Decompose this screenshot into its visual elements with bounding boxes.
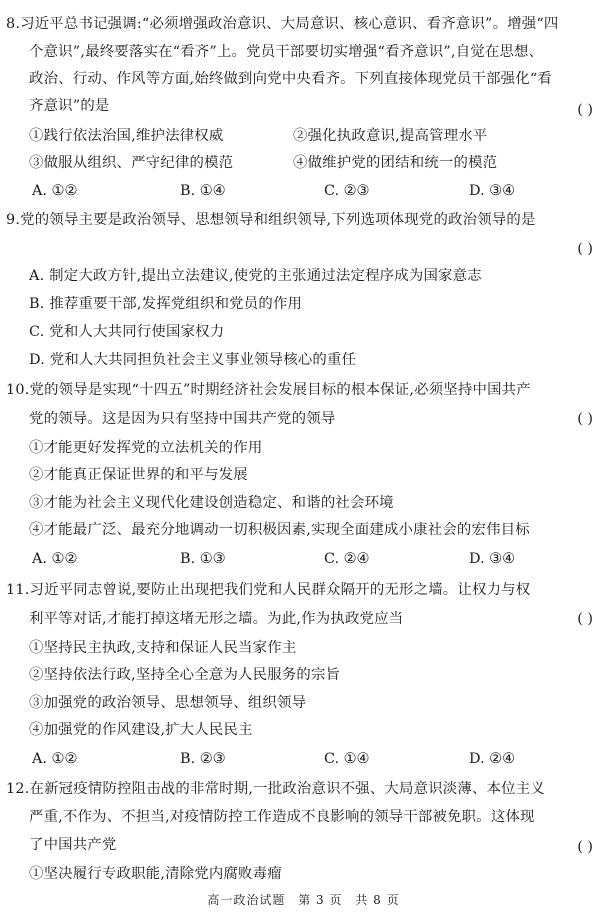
statement-item: ①践行依法治国,维护法律权威: [29, 128, 224, 144]
answer-blank: ( ): [577, 411, 593, 427]
choice-b: B. ①③: [180, 551, 226, 567]
statement-item: ①才能更好发挥党的立法机关的作用: [29, 440, 263, 456]
question-text-line: 11.习近平同志曾说,要防止出现把我们党和人民群众隔开的无形之墙。让权力与权: [6, 582, 531, 598]
statement-item: ②才能真正保证世界的和平与发展: [29, 467, 248, 483]
statement-item: ④做维护党的团结和统一的模范: [293, 155, 498, 171]
question-text-line: 党的领导。这是因为只有坚持中国共产党的领导: [29, 411, 336, 427]
statement-item: ②强化执政意识,提高管理水平: [293, 128, 488, 144]
question-text-line: 8.习近平总书记强调:“必须增强政治意识、大局意识、核心意识、看齐意识”。增强“四: [6, 16, 559, 32]
choice-c: C. ②④: [324, 551, 370, 567]
question-text-line: 12.在新冠疫情防控阻击战的非常时期,一批政治意识不强、大局意识淡薄、本位主义: [6, 781, 545, 797]
choice-b: B. ②③: [180, 751, 226, 767]
answer-blank: ( ): [577, 611, 593, 627]
statement-item: ①坚决履行专政职能,清除党内腐败毒瘤: [29, 866, 282, 882]
choice-a: A. ①②: [32, 183, 78, 199]
option-c: C. 党和人大共同行使国家权力: [29, 324, 225, 340]
choice-d: D. ③④: [469, 183, 515, 199]
choice-d: D. ②④: [469, 751, 515, 767]
question-text-line: 齐意识”的是: [29, 98, 110, 114]
question-text-line: 个意识”,最终要落实在“看齐”上。党员干部要切实增强“看齐意识”,自觉在思想、: [29, 44, 544, 60]
footer-page-number: 第 3 页: [298, 893, 343, 907]
question-text-line: 10.党的领导是实现“十四五”时期经济社会发展目标的根本保证,必须坚持中国共产: [6, 382, 531, 398]
statement-item: ③加强党的政治领导、思想领导、组织领导: [29, 695, 307, 711]
choice-d: D. ③④: [469, 551, 515, 567]
page-footer: [0, 892, 607, 908]
choice-b: B. ①④: [180, 183, 226, 199]
statement-item: ②坚持依法行政,坚持全心全意为人民服务的宗旨: [29, 667, 341, 683]
answer-blank: ( ): [577, 839, 593, 855]
answer-blank: ( ): [577, 102, 593, 118]
choice-c: C. ①④: [324, 751, 370, 767]
question-text-line: 政治、行动、作风等方面,始终做到向党中央看齐。下列直接体现党员干部强化“看: [29, 71, 553, 87]
question-text-line: 了中国共产党: [29, 837, 117, 853]
answer-blank: ( ): [577, 241, 593, 257]
footer-total-pages: 共 8 页: [355, 893, 400, 907]
option-d: D. 党和人大共同担负社会主义事业领导核心的重任: [29, 352, 357, 368]
statement-item: ④才能最广泛、最充分地调动一切积极因素,实现全面建成小康社会的宏伟目标: [29, 522, 530, 538]
question-text-line: 严重,不作为、不担当,对疫情防控工作造成不良影响的领导干部被免职。这体现: [29, 809, 535, 825]
question-text-line: 9.党的领导主要是政治领导、思想领导和组织领导,下列选项体现党的政治领导的是: [6, 212, 536, 228]
statement-item: ①坚持民主执政,支持和保证人民当家作主: [29, 640, 297, 656]
statement-item: ③做服从组织、严守纪律的模范: [29, 155, 234, 171]
statement-item: ④加强党的作风建设,扩大人民民主: [29, 722, 253, 738]
choice-a: A. ①②: [32, 551, 78, 567]
option-b: B. 推荐重要干部,发挥党组织和党员的作用: [29, 296, 303, 312]
option-a: A. 制定大政方针,提出立法建议,使党的主张通过法定程序成为国家意志: [29, 268, 482, 284]
question-text-line: 利平等对话,才能打掉这堵无形之墙。为此,作为执政党应当: [29, 611, 404, 627]
footer-subject: 高一政治试题: [207, 893, 286, 907]
choice-a: A. ①②: [32, 751, 78, 767]
choice-c: C. ②③: [324, 183, 370, 199]
statement-item: ③才能为社会主义现代化建设创造稳定、和谐的社会环境: [29, 495, 394, 511]
